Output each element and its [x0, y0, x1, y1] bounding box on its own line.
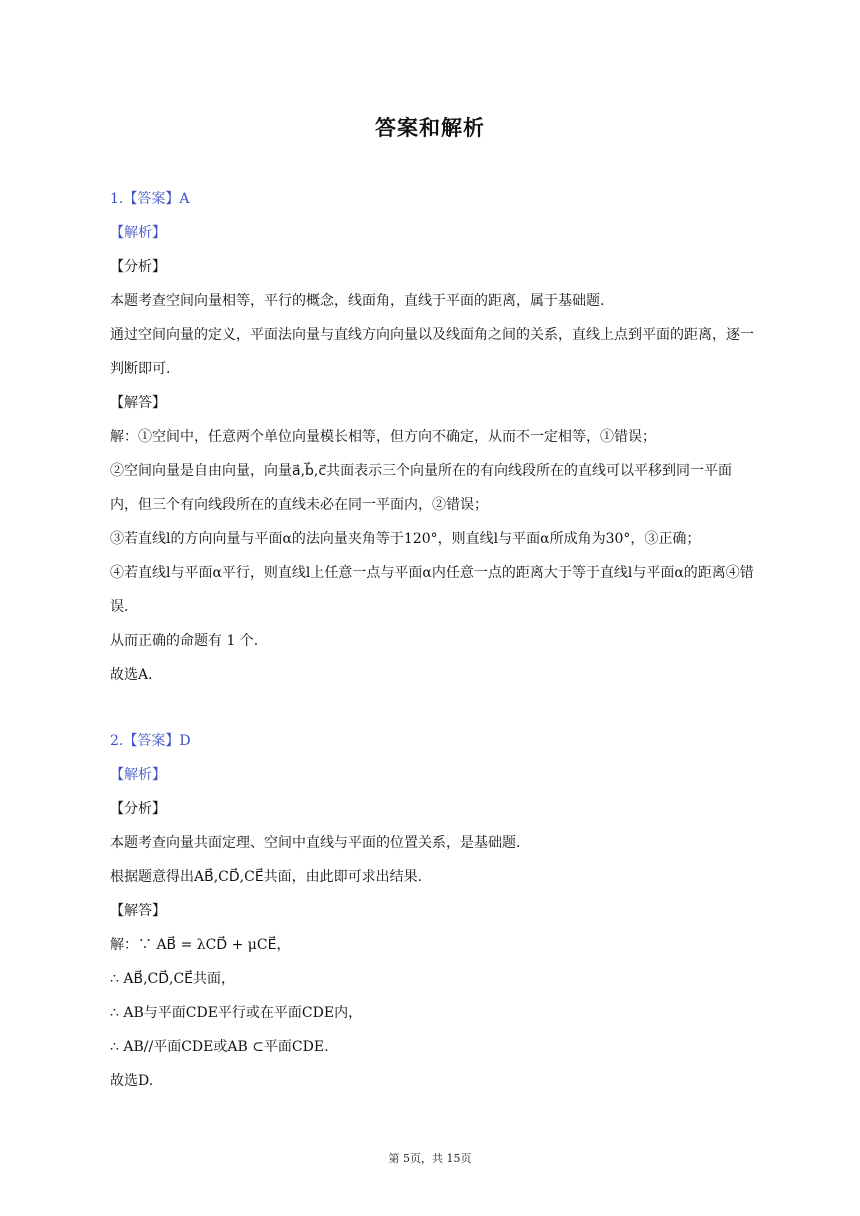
q1-solution-line-3: ③若直线l的方向向量与平面α的法向量夹角等于120°，则直线l与平面α所成角为30°，③正确； — [110, 531, 701, 547]
q1-solution-line-4: ④若直线l与平面α平行，则直线l上任意一点与平面α内任意一点的距离大于等于直线l与平面α的距离④错误. — [110, 565, 754, 615]
question-2-section — [110, 724, 760, 1098]
q2-fenxi-text-1: 本题考查向量共面定理、空间中直线与平面的位置关系，是基础题. — [110, 835, 521, 851]
q2-jieda-label: 【解答】 — [110, 903, 166, 919]
question-1-section — [110, 182, 760, 692]
page-footer: 第 5页，共 15页 — [388, 1152, 472, 1165]
q1-solution-line-1: 解：①空间中，任意两个单位向量模长相等，但方向不确定，从而不一定相等，①错误； — [110, 429, 656, 445]
q1-fenxi-text-1: 本题考查空间向量相等，平行的概念，线面角，直线于平面的距离，属于基础题. — [110, 293, 605, 309]
q1-analysis-label: 【解析】 — [110, 225, 166, 241]
q2-fenxi-label: 【分析】 — [110, 801, 166, 817]
q1-fenxi-text-2: 通过空间向量的定义，平面法向量与直线方向向量以及线面角之间的关系，直线上点到平面的距离，逐一判断即可. — [110, 327, 754, 377]
q1-solution-line-6: 故选A. — [110, 667, 153, 683]
q1-solution-line-5: 从而正确的命题有 1 个. — [110, 633, 259, 649]
q1-fenxi-label: 【分析】 — [110, 259, 166, 275]
q2-solution-line-1: 解：∵ AB⃗ = λCD⃗ + μCE⃗， — [110, 937, 291, 953]
q2-solution-line-4: ∴ AB//平面CDE或AB ⊂平面CDE. — [110, 1039, 329, 1055]
q1-jieda-label: 【解答】 — [110, 395, 166, 411]
q2-answer: 2.【答案】D — [110, 733, 191, 749]
q2-analysis-label: 【解析】 — [110, 767, 166, 783]
q2-solution-line-2: ∴ AB⃗,CD⃗,CE⃗共面， — [110, 971, 236, 987]
q2-solution-line-5: 故选D. — [110, 1073, 154, 1089]
q1-answer: 1.【答案】A — [110, 191, 190, 207]
q2-fenxi-text-2: 根据题意得出AB⃗,CD⃗,CE⃗共面，由此即可求出结果. — [110, 869, 423, 885]
q2-solution-line-3: ∴ AB与平面CDE平行或在平面CDE内， — [110, 1005, 363, 1021]
q1-solution-line-2: ②空间向量是自由向量，向量a⃗,b⃗,c⃗共面表示三个向量所在的有向线段所在的直线可以平移到同一平面内，但三个有向线段所在的直线未必在同一平面内，②错误； — [110, 463, 733, 513]
page-title: 答案和解析 — [375, 116, 485, 140]
